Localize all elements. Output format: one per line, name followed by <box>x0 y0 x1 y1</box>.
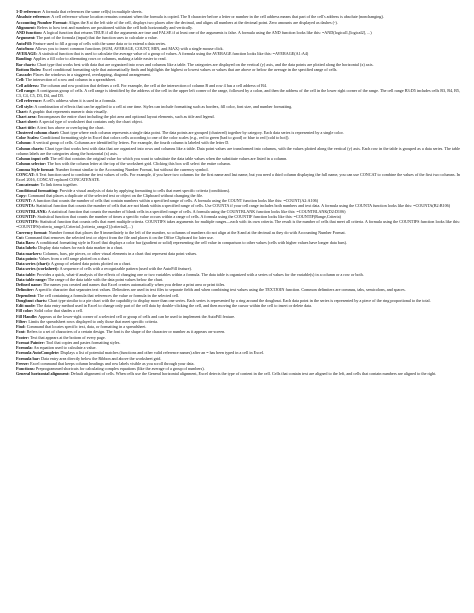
glossary-term: COUNTA: <box>16 203 36 209</box>
glossary-definition: Provides a quick, what-if analysis of the effects of changing one or two variables within a formula. The data table is organized with a series of values for the variable(s) in a column or a row or both. <box>36 271 364 277</box>
glossary-term: Formula bar: <box>16 355 41 361</box>
glossary-term: AutoFill: <box>16 40 33 46</box>
glossary-definition: A logical function that returns TRUE if all the arguments are true and FALSE if at least one of the arguments is false. A formula using the AND function looks like this: =AND(logical1,[logical2], ...) <box>42 30 372 35</box>
glossary-term: Filter: <box>16 318 28 324</box>
glossary-definition: A group of related data points plotted on a chart. <box>50 261 132 266</box>
glossary-entry <box>16 371 460 376</box>
glossary-definition: Command that places a duplicate of the selected text or object on the Clipboard without changing the file. <box>27 192 204 198</box>
glossary-definition: The part of the formula (input) that the function uses to calculate a value. <box>36 35 158 41</box>
glossary-definition: Number format similar to the Accounting Number Format, but without the currency symbol. <box>55 166 209 172</box>
glossary-term: Chart: <box>16 108 28 114</box>
glossary-term: Banding: <box>16 56 33 62</box>
glossary-definition: The intersection of a row and column in a spreadsheet. <box>25 77 117 83</box>
glossary-term: Doughnut charts: <box>16 297 48 303</box>
glossary-definition: Refers to a set of characters of a certain design. The font is the shape of the character or number as it appears on-screen. <box>26 329 226 335</box>
glossary-term: Freeze: <box>16 360 30 366</box>
glossary-definition: Places the windows in a staggered, overlapping, diagonal arrangement. <box>33 72 151 77</box>
glossary-term: COUNTIF: <box>16 213 37 219</box>
glossary-term: Cell reference: <box>16 98 42 104</box>
glossary-term: Data points: <box>16 255 38 261</box>
glossary-term: Data table range: <box>16 276 47 282</box>
glossary-term: Currency format: <box>16 229 48 235</box>
glossary-definition: The data entry method used in Excel to change only part of the cell data by double-clicking the cell, and then moving the cursor within the cell to insert or delete data. <box>36 303 313 308</box>
glossary-definition: Excel conditional formatting style that automatically finds and highlights the highest or lowest values or values that are above or below the average in the specified range of cells. <box>42 66 338 72</box>
glossary-definition: Data entry area directly below the Ribbon and above the worksheet grid. <box>41 355 162 361</box>
glossary-term: Copy: <box>16 192 27 198</box>
glossary-term: Data series (chart): <box>16 261 51 266</box>
glossary-term: Concatenate: <box>16 182 40 188</box>
glossary-definition: A formula that references the same cell(s) in multiple sheets. <box>42 9 143 14</box>
glossary-term: General horizontal alignment: <box>16 371 70 377</box>
glossary-term: Defined name: <box>16 282 42 287</box>
glossary-term: Data table: <box>16 271 36 277</box>
glossary-term: Delimiter: <box>16 287 35 293</box>
glossary-term: Cascade: <box>16 72 33 77</box>
glossary-term: Cell range: <box>16 87 36 93</box>
glossary-term: Dependent: <box>16 292 37 298</box>
glossary-definition: Statistical function that counts cells that meet multiple criteria. COUNTIFS takes arguments for multiple ranges—each with its own criteria. The result is the number of cells that meet all criteria. A formula using the COUNTIFS function looks like this: =COUNTIFS(criteria_range1,Criteria1,[criteria_range2],[criteria2],...) <box>16 219 460 230</box>
glossary-term: Bar charts: <box>16 61 37 67</box>
glossary-definition: Displays a list of potential matches (functions and other valid reference names) after an = has been typed in a cell in Excel. <box>60 350 265 356</box>
glossary-entry <box>16 146 460 157</box>
glossary-definition: A statistical function that counts the number of blank cells in a specified range of cells. A formula using the COUNTBLANK function looks like this: =COUNTBLANK(D2:D106) <box>47 208 346 214</box>
glossary-definition: The column and row position that defines a cell. For example, the cell at the intersection of column B and row 4 has a cell address of B4. <box>40 82 267 88</box>
glossary-definition: A specific character that separates text values. Delimiters are used in text files to separate fields and when combining text values using the TEXTJOIN function. Common delimiters are commas, tabs, semicolons, and spaces. <box>34 287 406 293</box>
glossary-term: Edit mode: <box>16 303 36 308</box>
glossary-definition: Default alignment of cells. When cells use the General horizontal alignment, Excel detects the type of content in the cell. Cells that contain text are aligned to the left, and cells that contain numbers are aligned to the right. <box>70 371 437 377</box>
glossary-term: Chart title: <box>16 124 36 130</box>
glossary-term: Absolute reference: <box>16 14 51 20</box>
glossary-term: AutoSum: <box>16 45 35 51</box>
glossary-definition: Chart type that works best with data that are organized into rows and columns like a table. The categories are displayed on the vertical (y) axis, and the data points are plotted along the horizontal (x) axis. <box>37 61 374 67</box>
glossary-definition: A cell reference whose location remains constant when the formula is copied. The $ character before a letter or number in the cell address means that part of the cell's address is absolute (nonchanging). <box>51 14 384 20</box>
glossary-definition: Appears at the lower-right corner of a selected cell or group of cells and can be used to implement the AutoFill feature. <box>38 313 236 319</box>
glossary-definition: Display data values for each data marker in a chart. <box>38 245 124 251</box>
glossary-definition: Tool that copies and pastes formatting styles. <box>45 339 121 345</box>
glossary-term: Comma Style format: <box>16 166 55 172</box>
glossary-term: AVERAGE: <box>16 51 38 56</box>
glossary-definition: A statistical function that is used to calculate the average value of a group of values. A formula using the AVERAGE function looks like this: =AVERAGE(A1:A4) <box>38 51 309 56</box>
glossary-definition: Encompasses the entire chart including the plot area and optional layout elements, such as title and legend. <box>37 114 215 119</box>
glossary-definition: A vertical group of cells. Columns are identified by letters. For example, the fourth column is labeled with the letter D. <box>32 140 230 146</box>
glossary-definition: Provide a visual analysis of data by applying formatting to cells that meet specific criteria (conditions). <box>59 187 231 193</box>
glossary-term: Find: <box>16 324 26 329</box>
glossary-term: Cell address: <box>16 82 40 88</box>
glossary-term: Data labels: <box>16 245 38 251</box>
glossary-term: Color Scales: <box>16 135 40 140</box>
glossary-definition: Applies a fill color to alternating rows or columns, making a table easier to read. <box>33 56 167 62</box>
glossary-definition: Excel command that keeps column headings and row labels visible as you scroll through your data. <box>30 360 195 366</box>
glossary-term: Footer: <box>16 334 30 340</box>
glossary-term: Chart area: <box>16 114 37 119</box>
glossary-term: Column input cell: <box>16 156 50 161</box>
glossary-term: Cell: <box>16 77 25 83</box>
glossary-term: Fill Handle: <box>16 313 38 319</box>
glossary-definition: The range of the data table with the data point values below the chart. <box>47 276 164 282</box>
glossary-definition: A special type of worksheet that contains only the chart object. <box>38 119 143 125</box>
glossary-term: COUNTIFS: <box>16 219 39 224</box>
glossary-definition: Command that locates specific text, data, or formatting in a spreadsheet. <box>26 324 147 329</box>
glossary-definition: Chart type where each column represents a single data point. The data points are grouped (clustered) together by category. Each data series is represented by a single color. <box>60 129 344 135</box>
glossary-term: Conditional formatting: <box>16 187 59 193</box>
glossary-definition: The box with the column letter at the top of the worksheet grid. Clicking this box will select the entire column. <box>47 161 231 167</box>
glossary-definition: The names you created and names that Excel creates automatically when you define a print area or print titles. <box>42 282 226 287</box>
glossary-definition: An equation used to calculate a value. <box>33 345 97 350</box>
glossary-definition: Solid color that shades a cell. <box>34 308 83 314</box>
glossary-term: COUNT: <box>16 198 33 203</box>
glossary-term: COUNTBLANK: <box>16 208 48 214</box>
glossary-definition: Values from a cell range plotted on a chart. <box>38 255 110 261</box>
glossary-definition: Refers to how text and numbers are positioned within the cell both horizontally and vertically. <box>37 24 193 30</box>
glossary-term: Cell style: <box>16 103 34 109</box>
glossary-definition: Preprogrammed shortcuts for calculating complex equations (like the average of a group of numbers). <box>35 366 205 371</box>
glossary-term: Data markers: <box>16 250 42 256</box>
glossary-entry <box>16 88 460 99</box>
glossary-definition: Statistical function that counts the number of times a specific value occurs within a range of cells. A formula using the COUNTIF function looks like this: =COUNTIF(Range,Criteria) <box>37 213 341 219</box>
glossary-term: Accounting Number Format: <box>16 19 68 25</box>
glossary-definition: The cell containing a formula that references the value or formula in the selected cell. <box>37 292 180 298</box>
glossary-definition: A text box above or overlaying the chart. <box>36 124 105 130</box>
glossary-term: Chart sheet: <box>16 119 38 125</box>
glossary-term: Cut: <box>16 234 25 240</box>
glossary-definition: The cell that contains the original value for which you want to substitute the data table values when the substitute values are listed in a column. <box>50 156 288 161</box>
glossary-term: Formula AutoComplete: <box>16 350 60 356</box>
glossary-term: Alignment: <box>16 24 37 30</box>
glossary-definition: Chart type that works best with data that are organized into rows and columns like a table. Data point values are transformed into columns, with the values plotted along the vertical (y) axis. Each row in the table is grouped as a data series. The table column labels are the categories along the horizontal (x) axis. <box>16 145 460 156</box>
glossary-term: Column charts: <box>16 145 44 151</box>
glossary-term: Data Bars: <box>16 240 36 245</box>
glossary-definition: Conditional formatting style in Excel that colors cells according to one of the color scales (e.g., red to green [bad to good] or blue to red [cold to hot]). <box>40 135 290 140</box>
glossary-definition: Columns, bars, pie pieces, or other visual elements in a chart that represent data point values. <box>42 250 198 256</box>
glossary-definition: To link items together. <box>40 182 78 188</box>
glossary-term: 3-D reference: <box>16 9 42 14</box>
glossary-definition: A cell's address when it is used in a formula. <box>42 98 117 104</box>
glossary-term: Data series (worksheet): <box>16 266 59 272</box>
glossary-definition: Statistical function that counts the number of cells that are not blank within a specified range of cells. Use COUNTA if your cell range includes both numbers and text data. A formula using the COUNTA function looks like this: =COUNTA(B2:B106) <box>36 203 451 209</box>
glossary-term: CONCAT: <box>16 171 35 177</box>
glossary-term: Argument: <box>16 35 36 41</box>
glossary-definition: A conditional formatting style in Excel that displays a color bar (gradient or solid) representing the cell value in comparison to other values (cells with higher values have longer data bars). <box>36 240 348 245</box>
glossary-definition: A sequence of cells with a recognizable pattern (used with the AutoFill feature). <box>59 266 192 272</box>
glossary-definition: Number format that places the $ immediately to the left of the number, so columns of numbers do not align at the $ and at the decimal as they do with Accounting Number Format. <box>48 229 346 235</box>
glossary-definition: A Text function used to combine the text values of cells. For example, if you have two columns for the first name and last name, but you need a third column displaying the full name, you can use CONCAT to combine the values of the first two columns. In Excel 2016, CONCAT replaced CONCATENATE. <box>16 171 460 182</box>
glossary-definition: A contiguous group of cells. A cell range is identified by the address of the cell in the upper left corner of the range, followed by a colon, and then the address of the cell in the lower right corner of the range. The cell range B3:D5 includes cells B3, B4, B5, C3, C4, C5, D3, D4, and D5. <box>16 87 460 98</box>
glossary-definition: Command that removes the selected text or object from the file and places it on the Office Clipboard for later use. <box>25 234 214 240</box>
glossary-term: Column selector: <box>16 161 47 167</box>
glossary-term: Functions: <box>16 366 35 371</box>
glossary-definition: A graphic that represents numeric data visually. <box>28 108 108 114</box>
glossary-term: Formula: <box>16 345 33 350</box>
glossary-definition: Text that appears at the bottom of every page. <box>30 334 106 340</box>
glossary-term: Fill color: <box>16 308 34 314</box>
glossary-term: Format Painter: <box>16 339 45 345</box>
glossary-term: Bottom Rules: <box>16 66 42 72</box>
glossary-term: AND function: <box>16 30 43 35</box>
glossary-term: Clustered column chart: <box>16 129 60 135</box>
glossary-definition: A function that counts the number of cells that contain numbers within a specified range of cells. A formula using the COUNT function looks like this: =COUNT(A2:A106) <box>32 198 319 203</box>
glossary-definition: Chart type similar to a pie chart with the capability to display more than one series. Each series is represented by a ring around the doughnut. Each data point in the series is represented by a piece of the ring proportional to the total. <box>48 297 431 303</box>
glossary-entry <box>16 219 460 230</box>
glossary-term: Column: <box>16 140 32 146</box>
glossary-definition: Allows you to insert common functions (SUM, AVERAGE, COUNT, MIN, and MAX) with a single mouse click. <box>35 45 224 51</box>
glossary-entry <box>16 172 460 183</box>
glossary-term: Font: <box>16 329 26 335</box>
glossary-definition: Aligns the $ at the left side of the cell, displays two places after the decimal, and aligns all numbers at the decimal point. Zero amounts are displayed as dashes (-). <box>68 19 338 25</box>
glossary-definition: A combination of effects that can be applied to a cell at one time. Styles can include formatting such as borders, fill color, font size, and number formatting. <box>34 103 293 109</box>
glossary-definition: Limits the spreadsheet rows displayed to only those that meet specific criteria. <box>28 318 159 324</box>
glossary-definition: Feature used to fill a group of cells with the same data or to extend a data series. <box>33 40 167 46</box>
